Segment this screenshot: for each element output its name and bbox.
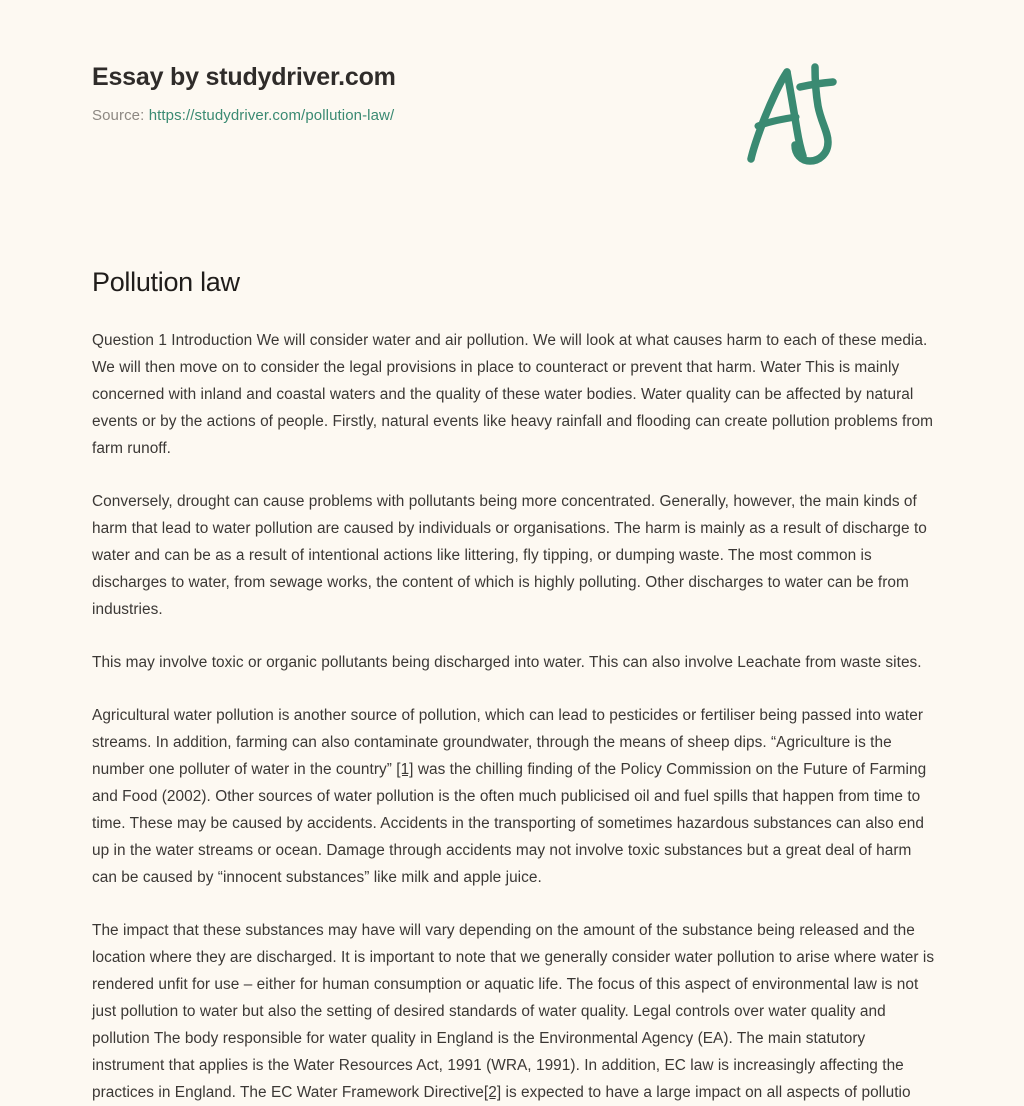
paragraph-4-text-before: Agricultural water pollution is another source of pollution, which can lead to pesticides or fertiliser being passed into water streams. In addition, farming can also contaminate groundwater, through the means of sheep dips. “Agriculture is the number one polluter of water in the country” [92, 707, 924, 779]
paragraph-4-text-after: was the chilling finding of the Policy Commission on the Future of Farming and Food (2002). Other sources of water pollution is the often much publicised oil and fuel spills that happen from time to time. These may be caused by accidents. Accidents in the transporting of sometimes hazardous substances can also end up in the water streams or ocean. Damage through accidents may not involve toxic substances but a great deal of harm can be caused by “innocent substances” like milk and apple juice. [92, 761, 927, 887]
citation-link-1[interactable]: [1] [396, 761, 414, 779]
source-label: Source: [92, 107, 145, 125]
paragraph-5-text-after: is expected to have a large impact on all aspects of pollutio [501, 1084, 911, 1102]
paragraph-2: Conversely, drought can cause problems with pollutants being more concentrated. Generally, however, the main kinds of harm that lead to water pollution are caused by individuals or organisations. The harm is mainly as a result of discharge to water and can be as a result of intentional actions like littering, fly tipping, or dumping waste. The most common is discharges to water, from sewage works, the content of which is highly polluting. Other discharges to water can be from industries. [92, 493, 927, 619]
paragraph-5-text-before: The impact that these substances may have will vary depending on the amount of the substance being released and the location where they are discharged. It is important to note that we generally consider water pollution to arise where water is rendered unfit for use – either for human consumption or aquatic life. The focus of this aspect of environmental law is not just pollution to water but also the setting of desired standards of water quality. Legal controls over water quality and pollution The body responsible for water quality in England is the Environmental Agency (EA). The main statutory instrument that applies is the Water Resources Act, 1991 (WRA, 1991). In addition, EC law is increasingly affecting the practices in England. The EC Water Framework Directive [92, 922, 935, 1102]
page-header [92, 0, 932, 180]
source-url-link[interactable]: https://studydriver.com/pollution-law/ [148, 107, 395, 125]
article [92, 266, 935, 1106]
a-plus-logo-icon [740, 60, 848, 170]
paragraph-5 [92, 917, 939, 1106]
article-title: Pollution law [92, 267, 240, 297]
paragraph-1: Question 1 Introduction We will consider water and air pollution. We will look at what causes harm to each of these media. We will then move on to consider the legal provisions in place to counteract or prevent that harm. Water This is mainly concerned with inland and coastal waters and the quality of these water bodies. Water quality can be affected by natural events or by the actions of people. Firstly, natural events like heavy rainfall and flooding can create pollution problems from farm runoff. [92, 332, 934, 458]
citation-link-2[interactable]: [2] [483, 1084, 502, 1102]
article-body [92, 327, 939, 1106]
paragraph-3: This may involve toxic or organic pollutants being discharged into water. This can also involve Leachate from waste sites. [92, 654, 922, 672]
site-title: Essay by studydriver.com [92, 63, 396, 91]
studydriver-a-plus-logo [740, 60, 848, 170]
paragraph-4 [92, 702, 939, 891]
